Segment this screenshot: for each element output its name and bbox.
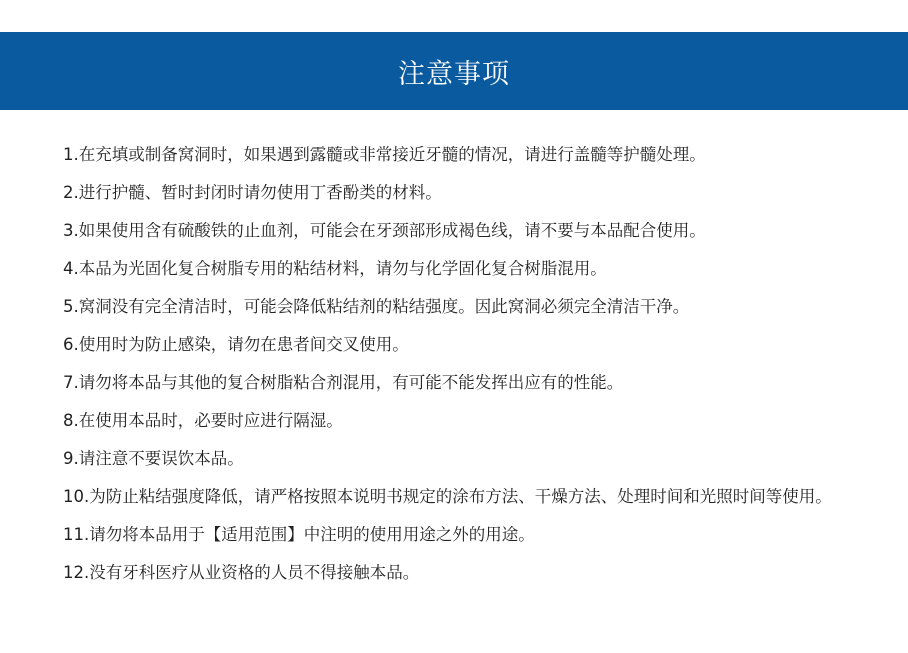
page-title: 注意事项 (398, 58, 510, 90)
precaution-item-6: 6.使用时为防止感染，请勿在患者间交叉使用。 (63, 335, 409, 354)
precaution-item-3: 3.如果使用含有硫酸铁的止血剂，可能会在牙颈部形成褐色线，请不要与本品配合使用。 (63, 221, 706, 240)
precaution-item-11: 11.请勿将本品用于【适用范围】中注明的使用用途之外的用途。 (63, 525, 535, 544)
precaution-item-1: 1.在充填或制备窝洞时，如果遇到露髓或非常接近牙髓的情况，请进行盖髓等护髓处理。 (63, 145, 706, 164)
precaution-item-12: 12.没有牙科医疗从业资格的人员不得接触本品。 (63, 563, 420, 582)
precautions-list (63, 136, 863, 592)
precaution-item-9: 9.请注意不要误饮本品。 (63, 449, 244, 468)
precaution-item-2: 2.进行护髓、暂时封闭时请勿使用丁香酚类的材料。 (63, 183, 442, 202)
precaution-item-10: 10.为防止粘结强度降低，请严格按照本说明书规定的涂布方法、干燥方法、处理时间和光照时间等使用。 (63, 487, 832, 506)
precaution-item-8: 8.在使用本品时，必要时应进行隔湿。 (63, 411, 343, 430)
title-banner (0, 32, 908, 110)
precaution-item-7: 7.请勿将本品与其他的复合树脂粘合剂混用，有可能不能发挥出应有的性能。 (63, 373, 624, 392)
precaution-item-5: 5.窝洞没有完全清洁时，可能会降低粘结剂的粘结强度。因此窝洞必须完全清洁干净。 (63, 297, 690, 316)
top-margin (0, 0, 908, 32)
precaution-item-4: 4.本品为光固化复合树脂专用的粘结材料，请勿与化学固化复合树脂混用。 (63, 259, 607, 278)
